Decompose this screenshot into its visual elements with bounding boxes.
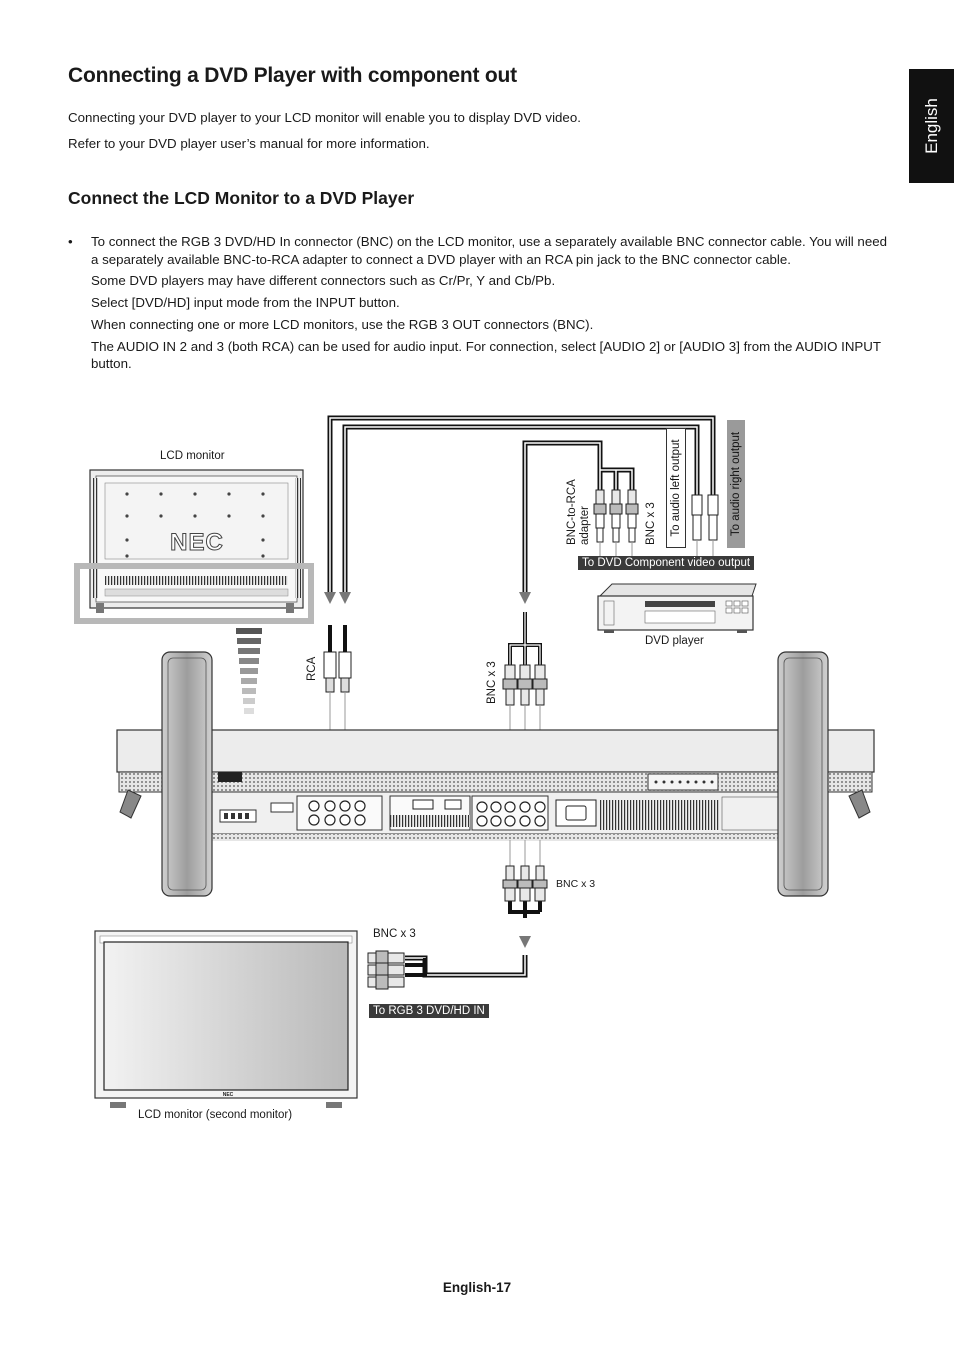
monitor-rear-panel	[117, 730, 874, 841]
instruction-4: When connecting one or more LCD monitors, use the RGB 3 OUT connectors (BNC).	[91, 316, 594, 332]
label-audio-left: To audio left output	[670, 439, 682, 537]
page-title: Connecting a DVD Player with component out	[68, 64, 517, 87]
label-dvd-player: DVD player	[645, 635, 704, 647]
label-rgb3-in: To RGB 3 DVD/HD IN	[369, 1004, 489, 1018]
label-dvd-component-out: To DVD Component video output	[578, 556, 754, 570]
label-bnc-x3-in: BNC x 3	[486, 661, 498, 704]
brand-logo: NEC	[170, 529, 224, 556]
label-audio-right-box	[727, 420, 745, 548]
dvd-player	[598, 584, 756, 633]
intro-line-1: Connecting your DVD player to your LCD monitor will enable you to display DVD video.	[68, 110, 581, 125]
label-second-monitor: LCD monitor (second monitor)	[138, 1109, 293, 1121]
page-number: English-17	[442, 1280, 512, 1295]
label-lcd-monitor: LCD monitor	[160, 450, 225, 462]
label-bnc-to-rca-adapter: BNC-to-RCA adapter	[566, 479, 591, 545]
section-title: Connect the LCD Monitor to a DVD Player	[68, 188, 415, 208]
intro-line-2: Refer to your DVD player user’s manual for more information.	[68, 136, 430, 151]
instruction-1: To connect the RGB 3 DVD/HD In connector (BNC) on the LCD monitor, use a separately available BNC connector cable. You will need a separately available BNC-to-RCA adapter to connect a DVD player with an RCA pin jack to the BNC connector cable.	[91, 234, 888, 267]
instruction-3: Select [DVD/HD] input mode from the INPUT button.	[91, 295, 400, 311]
label-audio-left-box	[666, 428, 686, 548]
label-bnc-x3-out: BNC x 3	[556, 878, 596, 890]
bnc-plugs-second	[368, 951, 404, 989]
language-tab-label: English	[921, 98, 941, 154]
label-bnc-x3-second: BNC x 3	[373, 928, 416, 940]
second-brand-logo: NEC	[222, 1092, 234, 1098]
label-audio-right: To audio right output	[730, 431, 742, 537]
label-bnc-x3-adapter: BNC x 3	[645, 502, 657, 545]
bullet-icon: •	[68, 234, 73, 249]
label-rca: RCA	[306, 656, 318, 681]
second-lcd-monitor	[95, 931, 357, 1108]
instruction-5: The AUDIO IN 2 and 3 (both RCA) can be used for audio input. For connection, select [AUDIO 2] or [AUDIO 3] from the AUDIO INPUT button.	[91, 338, 881, 372]
bnc-plugs-out	[503, 840, 547, 901]
instruction-2: Some DVD players may have different connectors such as Cr/Pr, Y and Cb/Pb.	[91, 273, 556, 289]
